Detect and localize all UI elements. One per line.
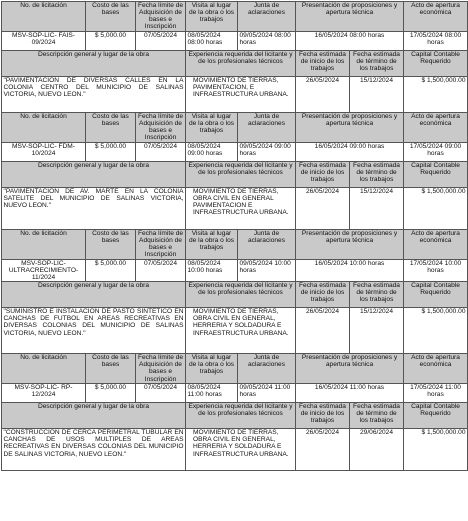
col-header-fecha-limite: Fecha límite de Adquisición de bases e Inscripción xyxy=(136,354,186,384)
col-header-fecha-limite: Fecha límite de Adquisición de bases e Inscripción xyxy=(136,113,186,143)
licitacion-row xyxy=(2,384,468,403)
acto-fecha: 17/05/2024 10:00 horas xyxy=(404,260,468,282)
fecha-inicio: 26/05/2024 xyxy=(296,77,350,113)
col-header-licitacion: No. de licitación xyxy=(2,2,86,32)
col-header-visita: Visita al lugar de la obra o los trabajos xyxy=(186,113,238,143)
col-header-presentacion: Presentación de proposiciones y apertura técnica xyxy=(296,354,404,384)
col-header-acto: Acto de apertura económica xyxy=(404,113,468,143)
header-row-details xyxy=(2,162,468,188)
fecha-termino: 15/12/2024 xyxy=(350,308,404,354)
capital-contable: $ 1,500,000.00 xyxy=(404,188,468,230)
header-row-schedule xyxy=(2,354,468,384)
acto-fecha: 17/05/2024 09:00 horas xyxy=(404,143,468,162)
col-header-experiencia: Experiencia requerida del licitante y de los profesionales técnicos xyxy=(186,282,296,308)
licitaciones-table xyxy=(1,1,468,471)
col-header-capital: Capital Contable Requerido xyxy=(404,162,468,188)
detalle-row xyxy=(2,77,468,113)
visita-fecha: 08/05/2024 11:00 horas xyxy=(186,384,238,403)
header-row-schedule xyxy=(2,2,468,32)
costo-bases: $ 5,000.00 xyxy=(86,260,136,282)
acto-fecha: 17/05/2024 11:00 horas xyxy=(404,384,468,403)
header-row-schedule xyxy=(2,230,468,260)
experiencia-requerida: MOVIMIENTO DE TIERRAS, PAVIMENTACION, E INFRAESTRUCTURA URBANA. xyxy=(186,77,296,113)
fecha-inicio: 26/05/2024 xyxy=(296,429,350,471)
presentacion-fecha: 16/05/2024 09:00 horas xyxy=(296,143,404,162)
descripcion-obra: "PAVIMENTACION DE AV. MARTE EN LA COLONIA SATELITE DEL MUNICIPIO DE SALINAS VICTORIA, NUEVO LEON." xyxy=(2,188,186,230)
col-header-visita: Visita al lugar de la obra o los trabajos xyxy=(186,354,238,384)
col-header-experiencia: Experiencia requerida del licitante y de los profesionales técnicos xyxy=(186,51,296,77)
licitacion-row xyxy=(2,32,468,51)
col-header-descripcion: Descripción general y lugar de la obra xyxy=(2,51,186,77)
col-header-costo: Costo de las bases xyxy=(86,2,136,32)
col-header-experiencia: Experiencia requerida del licitante y de los profesionales técnicos xyxy=(186,162,296,188)
col-header-fecha-termino: Fecha estimada de término de los trabajos xyxy=(350,282,404,308)
junta-fecha: 09/05/2024 10:00 horas xyxy=(238,260,296,282)
presentacion-fecha: 16/05/2024 11:00 horas xyxy=(296,384,404,403)
licitacion-row xyxy=(2,143,468,162)
descripcion-obra: "CONSTRUCCION DE CERCA PERIMETRAL TUBULAR EN CANCHAS DE USOS MULTIPLES DE AREAS RECREATIVAS EN DIVERSAS COLONIAS DEL MUNICIPIO DE SALINAS VICTORIA, NUEVO LEON." xyxy=(2,429,186,471)
col-header-visita: Visita al lugar de la obra o los trabajos xyxy=(186,230,238,260)
junta-fecha: 09/05/2024 08:00 horas xyxy=(238,32,296,51)
col-header-presentacion: Presentación de proposiciones y apertura técnica xyxy=(296,230,404,260)
licitacion-numero: MSV-SOP-LIC- FDM-10/2024 xyxy=(2,143,86,162)
header-row-details xyxy=(2,51,468,77)
licitacion-row xyxy=(2,260,468,282)
presentacion-fecha: 16/05/2024 10:00 horas xyxy=(296,260,404,282)
header-row-schedule xyxy=(2,113,468,143)
col-header-fecha-termino: Fecha estimada de término de los trabajos xyxy=(350,51,404,77)
col-header-capital: Capital Contable Requerido xyxy=(404,282,468,308)
fecha-termino: 15/12/2024 xyxy=(350,77,404,113)
junta-fecha: 09/05/2024 09:00 horas xyxy=(238,143,296,162)
visita-fecha: 08/05/2024 09:00 horas xyxy=(186,143,238,162)
fecha-inicio: 26/05/2024 xyxy=(296,308,350,354)
fecha-inicio: 26/05/2024 xyxy=(296,188,350,230)
col-header-descripcion: Descripción general y lugar de la obra xyxy=(2,282,186,308)
detalle-row xyxy=(2,188,468,230)
detalle-row xyxy=(2,429,468,471)
acto-fecha: 17/05/2024 08:00 horas xyxy=(404,32,468,51)
capital-contable: $ 1,500,000.00 xyxy=(404,429,468,471)
col-header-acto: Acto de apertura económica xyxy=(404,230,468,260)
col-header-acto: Acto de apertura económica xyxy=(404,354,468,384)
fecha-limite: 07/05/2024 xyxy=(136,32,186,51)
col-header-fecha-inicio: Fecha estimada de inicio de los trabajos xyxy=(296,162,350,188)
col-header-junta: Junta de aclaraciones xyxy=(238,230,296,260)
col-header-fecha-inicio: Fecha estimada de inicio de los trabajos xyxy=(296,403,350,429)
col-header-capital: Capital Contable Requerido xyxy=(404,403,468,429)
licitacion-numero: MSV-SOP-LIC- FAIS-09/2024 xyxy=(2,32,86,51)
licitacion-numero: MSV-SOP-LIC- ULTRACRECIMIENTO-11/2024 xyxy=(2,260,86,282)
col-header-fecha-limite: Fecha límite de Adquisición de bases e Inscripción xyxy=(136,2,186,32)
header-row-details xyxy=(2,403,468,429)
experiencia-requerida: MOVIMIENTO DE TIERRAS, OBRA CIVIL EN GENERAL, HERRERIA Y SOLDADURA E INFRAESTRUCTURA URBANA. xyxy=(186,429,296,471)
col-header-fecha-limite: Fecha límite de Adquisición de bases e Inscripción xyxy=(136,230,186,260)
col-header-junta: Junta de aclaraciones xyxy=(238,354,296,384)
licitacion-numero: MSV-SOP-LIC- RP-12/2024 xyxy=(2,384,86,403)
capital-contable: $ 1,500,000.00 xyxy=(404,77,468,113)
presentacion-fecha: 16/05/2024 08:00 horas xyxy=(296,32,404,51)
fecha-termino: 29/06/2024 xyxy=(350,429,404,471)
col-header-fecha-termino: Fecha estimada de término de los trabajos xyxy=(350,403,404,429)
descripcion-obra: "PAVIMENTACION DE DIVERSAS CALLES EN LA COLONIA CENTRO DEL MUNICIPIO DE SALINAS VICTORIA, NUEVO LEON." xyxy=(2,77,186,113)
col-header-junta: Junta de aclaraciones xyxy=(238,113,296,143)
col-header-licitacion: No. de licitación xyxy=(2,230,86,260)
visita-fecha: 08/05/2024 10:00 horas xyxy=(186,260,238,282)
col-header-acto: Acto de apertura económica xyxy=(404,2,468,32)
experiencia-requerida: MOVIMIENTO DE TIERRAS, OBRA CIVIL EN GENERAL, HERRERIA Y SOLDADURA E INFRAESTRUCTURA URBANA. xyxy=(186,308,296,354)
col-header-fecha-inicio: Fecha estimada de inicio de los trabajos xyxy=(296,282,350,308)
fecha-termino: 15/12/2024 xyxy=(350,188,404,230)
detalle-row xyxy=(2,308,468,354)
col-header-visita: Visita al lugar de la obra o los trabajos xyxy=(186,2,238,32)
col-header-presentacion: Presentación de proposiciones y apertura técnica xyxy=(296,2,404,32)
fecha-limite: 07/05/2024 xyxy=(136,143,186,162)
costo-bases: $ 5,000.00 xyxy=(86,32,136,51)
col-header-descripcion: Descripción general y lugar de la obra xyxy=(2,403,186,429)
junta-fecha: 09/05/2024 11:00 horas xyxy=(238,384,296,403)
header-row-details xyxy=(2,282,468,308)
col-header-experiencia: Experiencia requerida del licitante y de los profesionales técnicos xyxy=(186,403,296,429)
col-header-licitacion: No. de licitación xyxy=(2,354,86,384)
col-header-costo: Costo de las bases xyxy=(86,230,136,260)
capital-contable: $ 1,500,000.00 xyxy=(404,308,468,354)
col-header-costo: Costo de las bases xyxy=(86,113,136,143)
col-header-fecha-termino: Fecha estimada de término de los trabajos xyxy=(350,162,404,188)
col-header-junta: Junta de aclaraciones xyxy=(238,2,296,32)
costo-bases: $ 5,000.00 xyxy=(86,384,136,403)
costo-bases: $ 5,000.00 xyxy=(86,143,136,162)
col-header-fecha-inicio: Fecha estimada de inicio de los trabajos xyxy=(296,51,350,77)
col-header-capital: Capital Contable Requerido xyxy=(404,51,468,77)
visita-fecha: 08/05/2024 08:00 horas xyxy=(186,32,238,51)
col-header-costo: Costo de las bases xyxy=(86,354,136,384)
col-header-presentacion: Presentación de proposiciones y apertura técnica xyxy=(296,113,404,143)
col-header-licitacion: No. de licitación xyxy=(2,113,86,143)
col-header-descripcion: Descripción general y lugar de la obra xyxy=(2,162,186,188)
fecha-limite: 07/05/2024 xyxy=(136,260,186,282)
fecha-limite: 07/05/2024 xyxy=(136,384,186,403)
experiencia-requerida: MOVIMIENTO DE TIERRAS, OBRA CIVIL EN GENERAL PAVIMENTACION E INFRAESTRUCTURA URBANA. xyxy=(186,188,296,230)
descripcion-obra: "SUMINISTRO E INSTALACION DE PASTO SINTETICO EN CANCHAS DE FUTBOL EN AREAS RECREATIVAS EN DIVERSAS COLONIAS DEL MUNICIPIO DE SALINAS VICTORIA, NUEVO LEON." xyxy=(2,308,186,354)
